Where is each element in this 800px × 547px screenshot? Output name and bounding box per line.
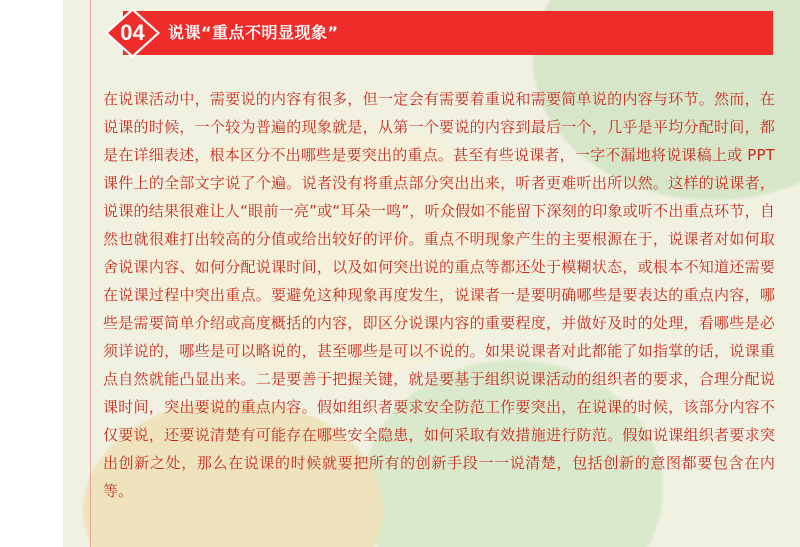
section-number-badge (105, 8, 160, 58)
section-number: 04 (120, 20, 145, 45)
section-title: 说课“重点不明显现象” (168, 23, 339, 42)
left-divider (90, 0, 91, 547)
body-paragraph: 在说课活动中，需要说的内容有很多，但一定会有需要着重说和需要简单说的内容与环节。然而，在说课的时候，一个较为普遍的现象就是，从第一个要说的内容到最后一个，几乎是平均分配时间，都是在详细表述，根本区分不出哪些是要突出的重点。甚至有些说课者，一字不漏地将说课稿上或 PPT 课件上的全部文字说了个遍。说者没有将重点部分突出出来，听者更难听出所以然。这样的说课者，说课的结果很难让人“眼前一亮”或“耳朵一鸣”，听众假如不能留下深刻的印象或听不出重点环节，自然也就很难打出较高的分值或给出较好的评价。重点不明现象产生的主要根源在于，说课者对如何取舍说课内容、如何分配说课时间，以及如何突出说的重点等都还处于模糊状态，或根本不知道还需要在说课过程中突出重点。要避免这种现象再度发生，说课者一是要明确哪些是要表达的重点内容，哪些是需要简单介绍或高度概括的内容，即区分说课内容的重要程度，并做好及时的处理，看哪些是必须详说的，哪些是可以略说的，甚至哪些是可以不说的。如果说课者对此都能了如指掌的话，说课重点自然就能凸显出来。二是要善于把握关键，就是要基于组织说课活动的组织者的要求，合理分配说课时间，突出要说的重点内容。假如组织者要求安全防范工作要突出，在说课的时候，该部分内容不仅要说，还要说清楚有可能存在哪些安全隐患，如何采取有效措施进行防范。假如说课组织者要求突出创新之处，那么在说课的时候就要把所有的创新手段一一说清楚，包括创新的意图都要包含在内等。 (103, 90, 775, 500)
